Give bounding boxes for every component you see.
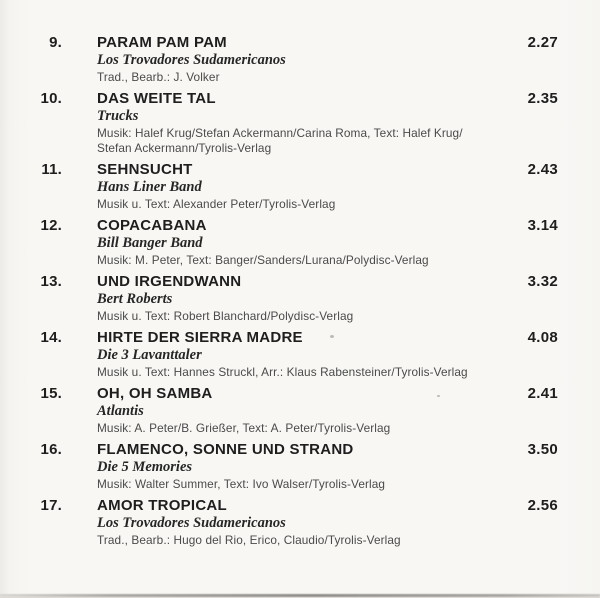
track-artist: Atlantis — [97, 403, 144, 419]
track-main — [62, 384, 528, 436]
credit-line: Musik: Walter Summer, Text: Ivo Walser/Tyrolis-Verlag — [97, 477, 386, 491]
track-number: 11. — [41, 161, 62, 178]
track-credits — [97, 309, 528, 324]
scan-speck — [330, 335, 334, 338]
track-row — [40, 272, 558, 324]
track-title: OH, OH SAMBA — [97, 385, 213, 402]
track-title: DAS WEITE TAL — [97, 90, 216, 107]
track-number: 9. — [49, 34, 62, 51]
track-row — [40, 160, 558, 212]
credit-line: Trad., Bearb.: Hugo del Rio, Erico, Claudio/Tyrolis-Verlag — [97, 533, 401, 547]
track-row — [40, 33, 558, 85]
track-artist: Die 5 Memories — [97, 459, 193, 475]
track-artist: Bert Roberts — [97, 291, 173, 307]
credit-line: Musik u. Text: Alexander Peter/Tyrolis-Verlag — [97, 197, 336, 211]
track-credits — [97, 70, 528, 85]
track-title: FLAMENCO, SONNE UND STRAND — [97, 441, 354, 458]
track-main — [62, 216, 528, 268]
track-row — [40, 440, 558, 492]
credit-line: Musik: M. Peter, Text: Banger/Sanders/Lurana/Polydisc-Verlag — [97, 253, 429, 267]
track-number: 17. — [40, 497, 62, 514]
track-credits — [97, 365, 528, 380]
credit-line: Musik u. Text: Robert Blanchard/Polydisc-Verlag — [97, 309, 354, 323]
track-artist: Bill Banger Band — [97, 235, 203, 251]
track-credits — [97, 477, 528, 492]
track-number: 12. — [40, 217, 62, 234]
track-number: 15. — [40, 385, 62, 402]
track-main — [62, 496, 528, 548]
scan-speck — [437, 395, 440, 397]
track-title: AMOR TROPICAL — [97, 497, 227, 514]
track-row — [40, 216, 558, 268]
track-artist: Hans Liner Band — [97, 179, 202, 195]
credit-line: Musik: Halef Krug/Stefan Ackermann/Carina Roma, Text: Halef Krug/ — [97, 126, 463, 140]
track-artist: Die 3 Lavanttaler — [97, 347, 202, 363]
track-credits — [97, 197, 528, 212]
track-number: 14. — [40, 329, 62, 346]
track-title: UND IRGENDWANN — [97, 273, 242, 290]
credit-line: Musik: A. Peter/B. Grießer, Text: A. Peter/Tyrolis-Verlag — [97, 421, 391, 435]
track-main — [62, 33, 528, 85]
track-artist: Trucks — [97, 108, 139, 124]
track-duration: 3.50 — [527, 441, 558, 458]
credit-line: Musik u. Text: Hannes Struckl, Arr.: Klaus Rabensteiner/Tyrolis-Verlag — [97, 365, 468, 379]
track-duration: 2.35 — [527, 90, 558, 107]
track-number: 10. — [40, 90, 62, 107]
track-number: 16. — [40, 441, 62, 458]
track-artist: Los Trovadores Sudamericanos — [97, 515, 286, 531]
track-artist: Los Trovadores Sudamericanos — [97, 52, 286, 68]
credit-line: Trad., Bearb.: J. Volker — [97, 70, 220, 84]
track-credits — [97, 421, 528, 436]
track-title: HIRTE DER SIERRA MADRE — [97, 329, 303, 346]
credit-line: Stefan Ackermann/Tyrolis-Verlag — [97, 141, 272, 155]
track-main — [62, 89, 528, 156]
track-duration: 4.08 — [527, 329, 558, 346]
track-row — [40, 384, 558, 436]
track-main — [62, 440, 528, 492]
track-title: COPACABANA — [97, 217, 207, 234]
track-duration: 3.14 — [527, 217, 558, 234]
track-credits — [97, 533, 528, 548]
track-number: 13. — [40, 273, 62, 290]
track-row — [40, 89, 558, 156]
track-row — [40, 496, 558, 548]
track-row — [40, 328, 558, 380]
track-title: SEHNSUCHT — [97, 161, 193, 178]
track-main — [62, 328, 528, 380]
track-duration: 2.41 — [527, 385, 558, 402]
track-duration: 2.27 — [527, 34, 558, 51]
track-duration: 2.43 — [527, 161, 558, 178]
track-duration: 2.56 — [527, 497, 558, 514]
track-list — [40, 33, 558, 552]
track-main — [62, 272, 528, 324]
track-main — [62, 160, 528, 212]
track-title: PARAM PAM PAM — [97, 34, 227, 51]
track-credits — [97, 253, 528, 268]
track-duration: 3.32 — [527, 273, 558, 290]
track-credits — [97, 126, 528, 156]
